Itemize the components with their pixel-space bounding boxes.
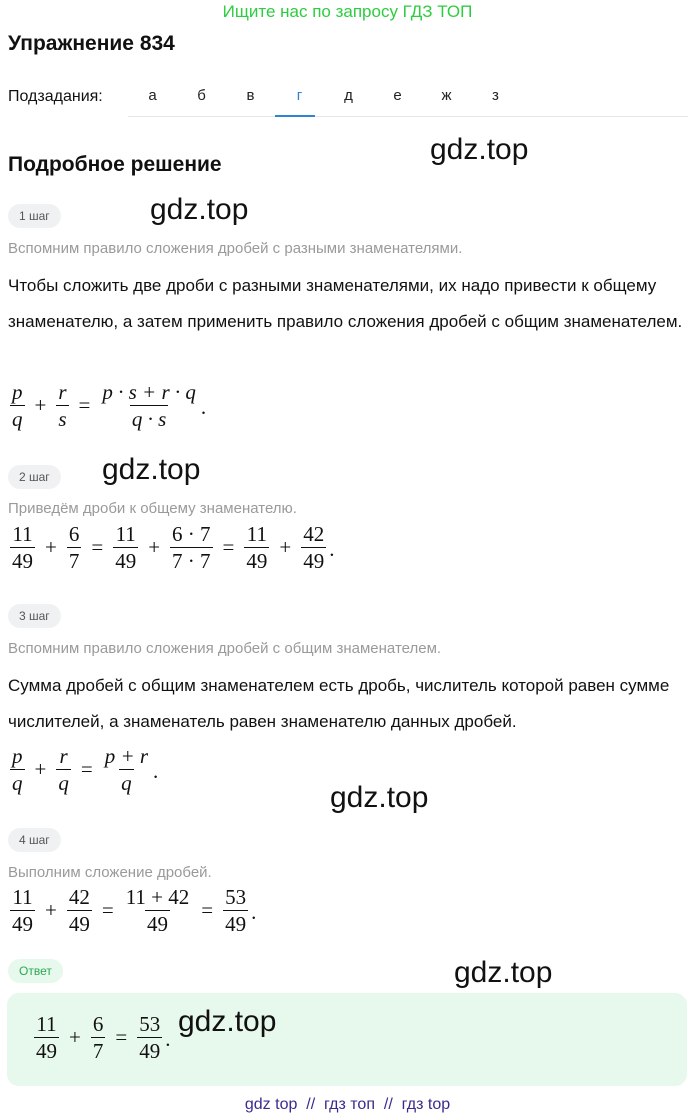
subtasks-tabs (128, 76, 688, 117)
fraction: $\frac{r}{s}$ (58, 380, 67, 432)
formula: $\frac{11}{49}$ + $\frac{42}{49}$ = $\frac{11 + 42}{49}$ = $\frac{53}{49}$ . (7, 886, 256, 935)
footer-links[interactable]: gdz top // гдз топ // гдз top (244, 1096, 451, 1113)
step-hint: Приведём дроби к общему знаменателю. (8, 500, 297, 517)
fraction: $\frac{53}{49}$ (139, 1012, 161, 1064)
watermark: gdz.top (330, 781, 429, 814)
fraction: $\frac{11 + 42}{49}$ (125, 885, 190, 937)
fraction: $\frac{p \cdot s + r \cdot q}{q \cdot s}$ (102, 380, 196, 432)
fraction: $\frac{r}{q}$ (58, 744, 69, 796)
watermark: gdz.top (430, 133, 529, 166)
tab-subtask-d[interactable]: д (344, 87, 353, 104)
formula: $\frac{p}{q}$ + $\frac{r}{s}$ = $\frac{p \cdot s + r \cdot q}{q \cdot s}$ . (7, 381, 206, 430)
fraction: $\frac{6}{7}$ (68, 522, 80, 574)
page-title: Упражнение 834 (8, 32, 175, 55)
watermark: gdz.top (102, 453, 201, 486)
fraction: $\frac{42}{49}$ (68, 885, 90, 937)
answer-formula: $\frac{11}{49}$ + $\frac{6}{7}$ = $\frac{53}{49}$ . (31, 1013, 170, 1062)
answer-badge: Ответ (8, 959, 63, 983)
step-badge: 2 шаг (8, 465, 61, 489)
step-badge: 1 шаг (8, 204, 61, 228)
fraction: $\frac{p}{q}$ (12, 744, 23, 796)
tab-subtask-e[interactable]: е (393, 87, 402, 104)
watermark: gdz.top (150, 193, 249, 226)
tab-subtask-zh[interactable]: ж (441, 87, 452, 104)
fraction: $\frac{6}{7}$ (92, 1012, 104, 1064)
fraction: $\frac{11}{49}$ (12, 522, 33, 574)
fraction: $\frac{11}{49}$ (36, 1012, 57, 1064)
fraction: $\frac{p + r}{q}$ (104, 744, 149, 796)
tab-subtask-g[interactable]: г (275, 76, 324, 116)
fraction: $\frac{11}{49}$ (12, 885, 33, 937)
subtasks-label: Подзадания: (8, 88, 103, 105)
watermark: gdz.top (454, 956, 553, 989)
watermark: gdz.top (178, 1005, 277, 1038)
fraction: $\frac{11}{49}$ (246, 522, 268, 574)
step-hint: Выполним сложение дробей. (8, 864, 212, 881)
tab-subtask-v[interactable]: в (246, 87, 255, 104)
step-text: Чтобы сложить две дроби с разными знаменателями, их надо привести к общему знаменателю, а затем применить правило сложения дробей с общим знаменателем. (8, 276, 683, 331)
step-hint: Вспомним правило сложения дробей с разными знаменателями. (8, 240, 463, 257)
step-text: Сумма дробей с общим знаменателем есть дробь, числитель которой равен сумме числителей, а знаменатель равен знаменателю данных дробей. (8, 676, 670, 731)
tab-subtask-a[interactable]: а (148, 87, 157, 104)
fraction: $\frac{6 \cdot 7}{7 \cdot 7}$ (172, 522, 211, 574)
section-title: Подробное решение (8, 153, 222, 176)
tab-subtask-b[interactable]: б (197, 87, 206, 104)
fraction: $\frac{11}{49}$ (115, 522, 137, 574)
step-badge: 4 шаг (8, 828, 61, 852)
formula: $\frac{11}{49}$ + $\frac{6}{7}$ = $\frac{11}{49}$ + $\frac{6 \cdot 7}{7 \cdot 7}$ = $\frac{11}{49}$ + $\frac{42}{49}$ . (7, 523, 334, 572)
step-badge: 3 шаг (8, 604, 61, 628)
step-hint: Вспомним правило сложения дробей с общим знаменателем. (8, 640, 442, 657)
fraction: $\frac{p}{q}$ (12, 380, 23, 432)
fraction: $\frac{42}{49}$ (303, 522, 325, 574)
fraction: $\frac{53}{49}$ (225, 885, 247, 937)
formula: $\frac{p}{q}$ + $\frac{r}{q}$ = $\frac{p + r}{q}$ . (7, 745, 158, 794)
search-banner: Ищите нас по запросу ГДЗ ТОП (222, 2, 473, 21)
tab-subtask-z[interactable]: з (492, 87, 499, 104)
